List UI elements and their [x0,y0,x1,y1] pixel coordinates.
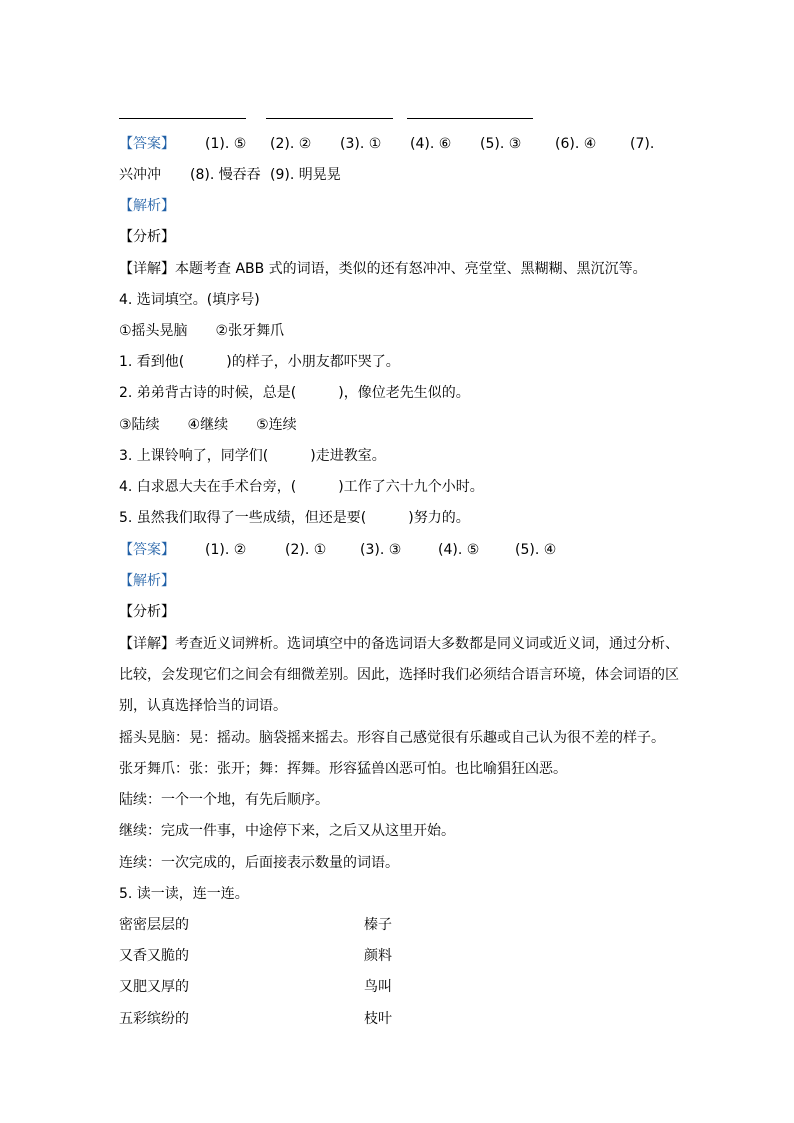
answer-item: (3). ① [340,136,382,152]
match-right: 榛子 [364,917,392,933]
answer-label: 【答案】 [119,542,175,558]
detail-text: 本题考查 ABB 式的词语，类似的还有怒冲冲、亮堂堂、黑糊糊、黑沉沉等。 [175,261,647,277]
detail-paragraph [119,260,647,278]
answer-item: (5). ④ [515,542,557,558]
word-explanation: 陆续：一个一个地，有先后顺序。 [119,792,329,808]
match-right: 枝叶 [364,1011,392,1027]
analysis-heading: 【分析】 [119,229,175,245]
match-row [119,916,392,934]
match-left: 密密层层的 [119,917,189,933]
answer-item: (3). ③ [360,542,402,558]
match-row [119,978,392,996]
match-right: 鸟叫 [364,979,392,995]
question-sentence: 3. 上课铃响了，同学们( )走进教室。 [119,448,386,464]
answer-item: (7). [630,136,655,152]
answer-blank-line [407,118,533,119]
question-sentence: 2. 弟弟背古诗的时候，总是( )，像位老先生似的。 [119,385,470,401]
answer-item: (4). ⑤ [438,542,480,558]
answer-item: (1). ② [205,542,247,558]
question-title: 4. 选词填空。(填序号) [119,292,260,308]
word-explanation: 摇头晃脑：晃：摇动。脑袋摇来摇去。形容自己感觉很有乐趣或自己认为很不差的样子。 [119,730,665,746]
match-left: 又香又脆的 [119,948,189,964]
answer-item: 兴冲冲 [119,167,161,183]
question-sentence: 1. 看到他( )的样子，小朋友都吓哭了。 [119,354,400,370]
detail-label: 【详解】 [119,261,175,277]
answer-label: 【答案】 [119,136,175,152]
word-explanation: 继续：完成一件事，中途停下来，之后又从这里开始。 [119,823,455,839]
word-explanation: 连续：一次完成的，后面接表示数量的词语。 [119,855,399,871]
analysis-label: 【解析】 [119,573,175,589]
match-row [119,947,392,965]
match-row [119,1010,392,1028]
detail-paragraph [119,635,679,653]
answer-blank-line [266,118,393,119]
word-explanation: 张牙舞爪：张：张开；舞：挥舞。形容猛兽凶恶可怕。也比喻猖狂凶恶。 [119,761,567,777]
analysis-heading: 【分析】 [119,604,175,620]
question-sentence: 5. 虽然我们取得了一些成绩，但还是要( )努力的。 [119,510,470,526]
match-left: 又肥又厚的 [119,979,189,995]
question-sentence: 4. 白求恩大夫在手术台旁，( )工作了六十九个小时。 [119,479,484,495]
answer-item: (4). ⑥ [410,136,452,152]
detail-text: 考查近义词辨析。选词填空中的备选词语大多数都是同义词或近义词，通过分析、 [175,636,679,652]
answer-item: (6). ④ [555,136,597,152]
answer-item: (2). ① [285,542,327,558]
analysis-label: 【解析】 [119,198,175,214]
answer-item: (8). 慢吞吞 [190,167,261,183]
answer-item: (2). ② [270,136,312,152]
answer-item: (5). ③ [480,136,522,152]
detail-label: 【详解】 [119,636,175,652]
match-left: 五彩缤纷的 [119,1011,189,1027]
detail-text: 比较，会发现它们之间会有细微差别。因此，选择时我们必须结合语言环境，体会词语的区 [119,667,679,683]
word-options: ①摇头晃脑 ②张牙舞爪 [119,323,285,339]
detail-text: 别，认真选择恰当的词语。 [119,698,287,714]
answer-item: (9). 明晃晃 [270,167,341,183]
answer-item: (1). ⑤ [205,136,247,152]
answer-blank-line [119,118,246,119]
word-options: ③陆续 ④继续 ⑤连续 [119,417,297,433]
match-right: 颜料 [364,948,392,964]
question-title: 5. 读一读，连一连。 [119,886,249,902]
